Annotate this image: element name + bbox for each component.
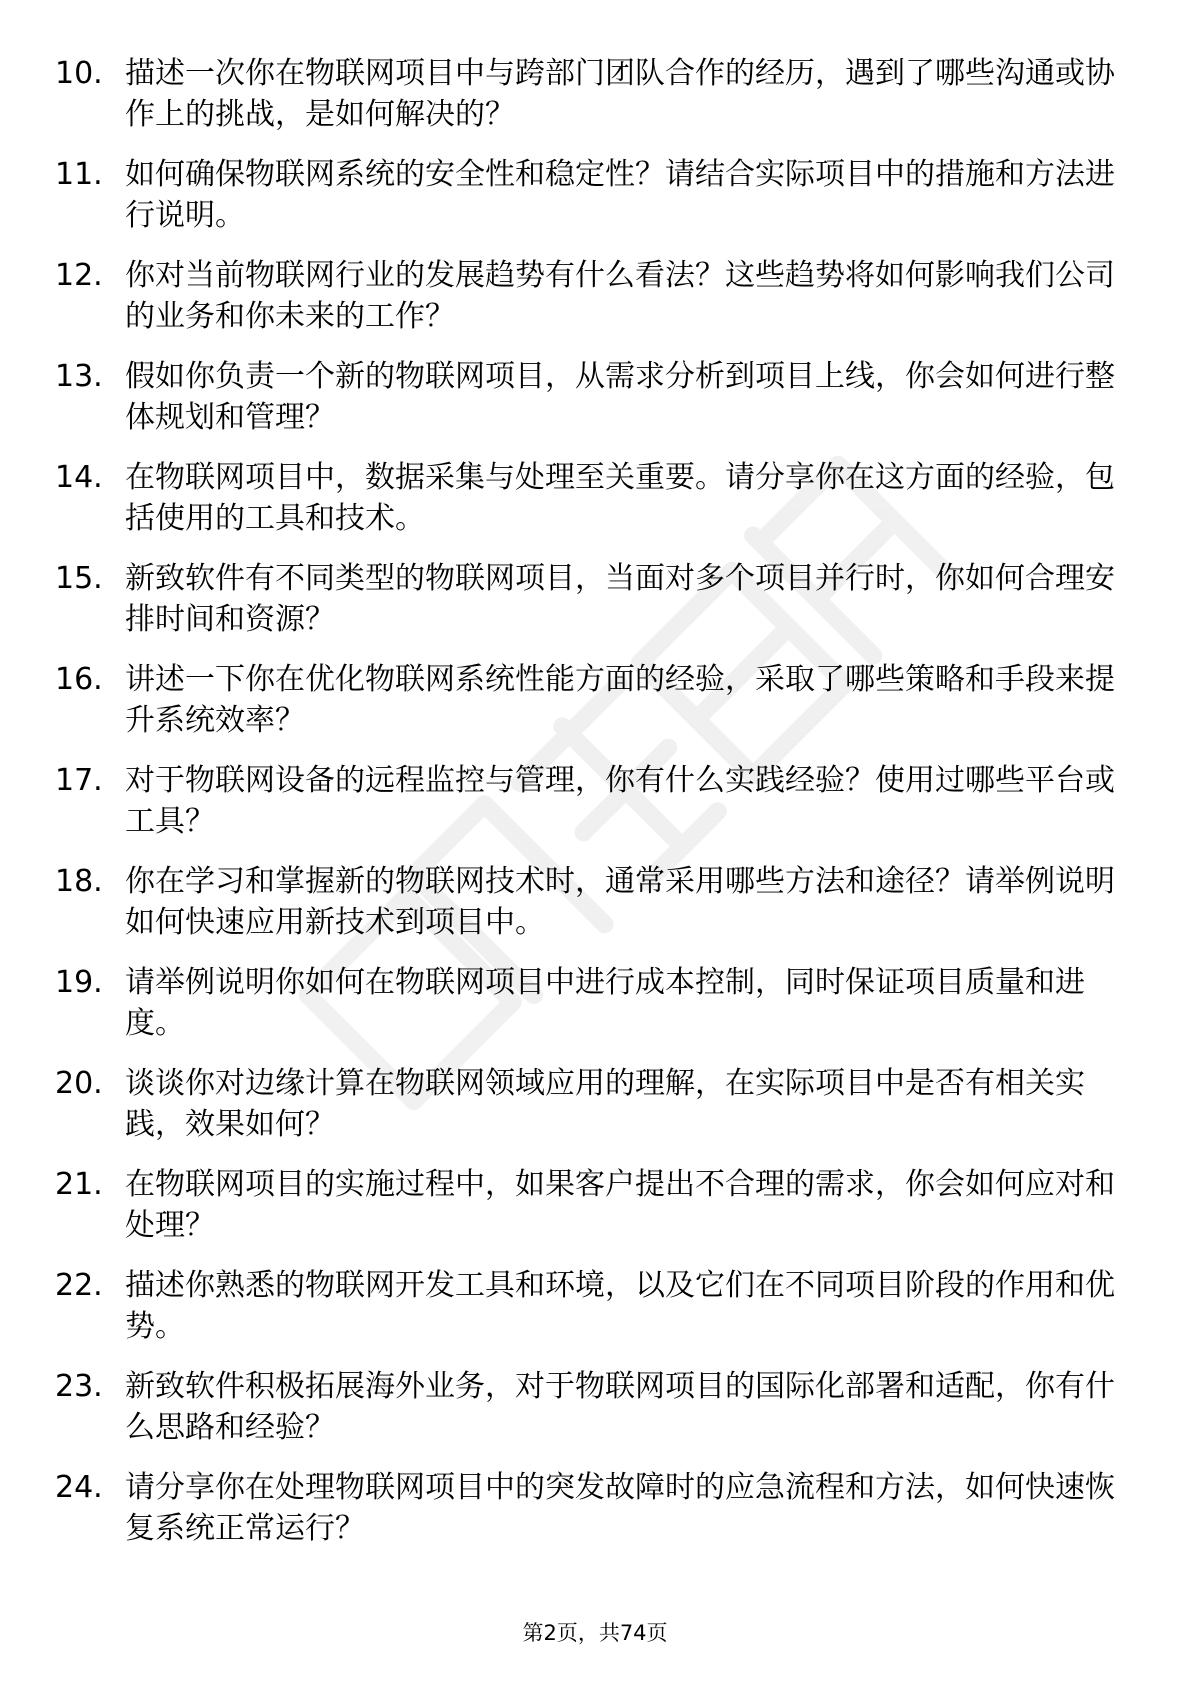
question-text: 谈谈你对边缘计算在物联网领域应用的理解，在实际项目中是否有相关实践，效果如何？ bbox=[125, 1066, 1085, 1142]
question-number: 24. bbox=[55, 1470, 103, 1505]
question-text: 新致软件积极拓展海外业务，对于物联网项目的国际化部署和适配，你有什么思路和经验？ bbox=[125, 1369, 1115, 1445]
question-text: 新致软件有不同类型的物联网项目，当面对多个项目并行时，你如何合理安排时间和资源？ bbox=[125, 561, 1115, 637]
question-text: 请举例说明你如何在物联网项目中进行成本控制，同时保证项目质量和进度。 bbox=[125, 965, 1085, 1041]
question-item bbox=[55, 53, 1135, 135]
question-number: 12. bbox=[55, 258, 103, 293]
question-number: 23. bbox=[55, 1369, 103, 1404]
question-text: 如何确保物联网系统的安全性和稳定性？请结合实际项目中的措施和方法进行说明。 bbox=[125, 157, 1115, 233]
question-item bbox=[55, 1164, 1135, 1246]
question-item bbox=[55, 356, 1135, 438]
question-text: 描述你熟悉的物联网开发工具和环境，以及它们在不同项目阶段的作用和优势。 bbox=[125, 1268, 1115, 1344]
question-item bbox=[55, 861, 1135, 943]
question-item bbox=[55, 558, 1135, 640]
question-text: 在物联网项目中，数据采集与处理至关重要。请分享你在这方面的经验，包括使用的工具和技术。 bbox=[125, 460, 1115, 536]
question-number: 18. bbox=[55, 864, 103, 899]
question-item bbox=[55, 154, 1135, 236]
question-text: 你对当前物联网行业的发展趋势有什么看法？这些趋势将如何影响我们公司的业务和你未来的工作？ bbox=[125, 258, 1115, 334]
question-text: 描述一次你在物联网项目中与跨部门团队合作的经历，遇到了哪些沟通或协作上的挑战，是如何解决的？ bbox=[125, 56, 1115, 132]
question-item bbox=[55, 1467, 1135, 1549]
question-text: 在物联网项目的实施过程中，如果客户提出不合理的需求，你会如何应对和处理？ bbox=[125, 1167, 1115, 1243]
page-number: 第2页，共74页 bbox=[522, 1621, 668, 1645]
question-number: 19. bbox=[55, 965, 103, 1000]
question-number: 10. bbox=[55, 56, 103, 91]
question-text: 假如你负责一个新的物联网项目，从需求分析到项目上线，你会如何进行整体规划和管理？ bbox=[125, 359, 1115, 435]
question-list bbox=[55, 53, 1135, 1568]
question-item bbox=[55, 1366, 1135, 1448]
question-number: 16. bbox=[55, 662, 103, 697]
question-number: 14. bbox=[55, 460, 103, 495]
question-item bbox=[55, 457, 1135, 539]
question-item bbox=[55, 255, 1135, 337]
question-text: 对于物联网设备的远程监控与管理，你有什么实践经验？使用过哪些平台或工具？ bbox=[125, 763, 1115, 839]
question-item bbox=[55, 962, 1135, 1044]
question-text: 讲述一下你在优化物联网系统性能方面的经验，采取了哪些策略和手段来提升系统效率？ bbox=[125, 662, 1115, 738]
question-item bbox=[55, 1063, 1135, 1145]
question-number: 11. bbox=[55, 157, 103, 192]
question-item bbox=[55, 760, 1135, 842]
question-number: 13. bbox=[55, 359, 103, 394]
question-text: 你在学习和掌握新的物联网技术时，通常采用哪些方法和途径？请举例说明如何快速应用新技术到项目中。 bbox=[125, 864, 1115, 940]
question-number: 15. bbox=[55, 561, 103, 596]
question-item bbox=[55, 659, 1135, 741]
question-text: 请分享你在处理物联网项目中的突发故障时的应急流程和方法，如何快速恢复系统正常运行？ bbox=[125, 1470, 1115, 1546]
question-number: 20. bbox=[55, 1066, 103, 1101]
question-number: 21. bbox=[55, 1167, 103, 1202]
question-number: 22. bbox=[55, 1268, 103, 1303]
question-item bbox=[55, 1265, 1135, 1347]
question-number: 17. bbox=[55, 763, 103, 798]
